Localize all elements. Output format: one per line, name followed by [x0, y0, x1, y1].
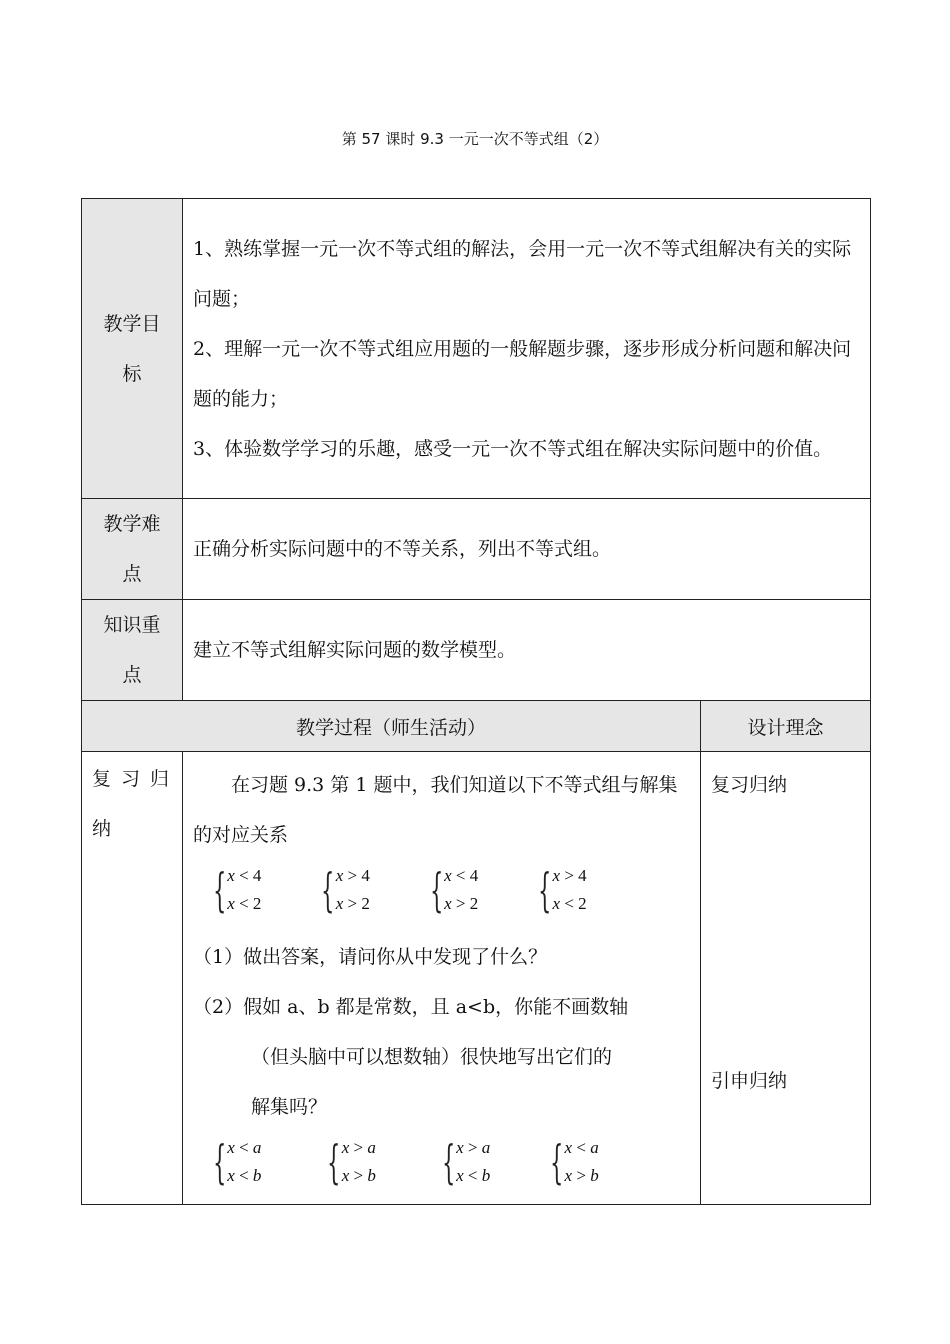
- brace-icon: {: [550, 1135, 564, 1189]
- question-2-cont: （但头脑中可以想数轴）很快地写出它们的: [251, 1046, 613, 1068]
- brace-icon: {: [429, 863, 444, 917]
- key-point-row: [82, 600, 871, 701]
- goal-item: 1、熟练掌握一元一次不等式组的解法，会用一元一次不等式组解决有关的实际问题；: [193, 237, 852, 310]
- question-1: （1）做出答案，请问你从中发现了什么？: [193, 946, 548, 968]
- inequality-systems-numeric: [197, 862, 694, 918]
- brace-icon: {: [213, 863, 227, 917]
- brace-icon: {: [441, 1135, 456, 1189]
- page-title: 第 57 课时 9.3 一元一次不等式组（2）: [341, 130, 609, 148]
- key-point-content: 建立不等式组解实际问题的数学模型。: [183, 600, 871, 701]
- review-label: 复习归纳: [82, 752, 183, 1205]
- goal-item: 2、理解一元一次不等式组应用题的一般解题步骤，逐步形成分析问题和解决问题的能力；: [193, 337, 852, 410]
- question-2-end: 解集吗？: [251, 1096, 328, 1118]
- goal-item: 3、体验数学学习的乐趣，感受一元一次不等式组在解决实际问题中的价值。: [193, 437, 833, 460]
- design-note-review: 复习归纳: [711, 774, 788, 796]
- difficulty-content: 正确分析实际问题中的不等关系，列出不等式组。: [183, 499, 871, 600]
- inequality-system: { x > 4 x < 2: [538, 863, 587, 917]
- process-header-row: [82, 701, 871, 752]
- design-note-extend: 引申归纳: [711, 1070, 788, 1092]
- process-header: 教学过程（师生活动）: [82, 701, 701, 752]
- inequality-system: { x > 4 x > 2: [321, 863, 370, 917]
- inequality-system: { x < 4 x < 2: [213, 863, 262, 917]
- goals-row: [82, 199, 871, 499]
- lesson-plan-table: [81, 198, 871, 1205]
- inequality-system: { x < a x < b: [213, 1135, 262, 1189]
- brace-icon: {: [327, 1135, 341, 1189]
- review-row: [82, 752, 871, 1205]
- design-header: 设计理念: [701, 701, 871, 752]
- goals-label: 教学目标: [82, 199, 183, 499]
- inequality-systems-symbolic: [197, 1134, 694, 1190]
- inequality-system: { x < 4 x > 2: [429, 863, 479, 917]
- question-2: （2）假如 a、b 都是常数，且 a<b，你能不画数轴: [193, 996, 629, 1018]
- key-point-label: 知识重点: [82, 600, 183, 701]
- goals-content: [183, 199, 871, 499]
- brace-icon: {: [321, 863, 335, 917]
- difficulty-label: 教学难点: [82, 499, 183, 600]
- brace-icon: {: [538, 863, 552, 917]
- inequality-system: { x < a x > b: [550, 1135, 599, 1189]
- review-design: [701, 752, 871, 1205]
- inequality-system: { x > a x > b: [327, 1135, 376, 1189]
- review-intro: 在习题 9.3 第 1 题中，我们知道以下不等式组与解集的对应关系: [193, 774, 678, 846]
- inequality-system: { x > a x < b: [441, 1135, 491, 1189]
- review-process: [183, 752, 701, 1205]
- difficulty-row: [82, 499, 871, 600]
- brace-icon: {: [213, 1135, 227, 1189]
